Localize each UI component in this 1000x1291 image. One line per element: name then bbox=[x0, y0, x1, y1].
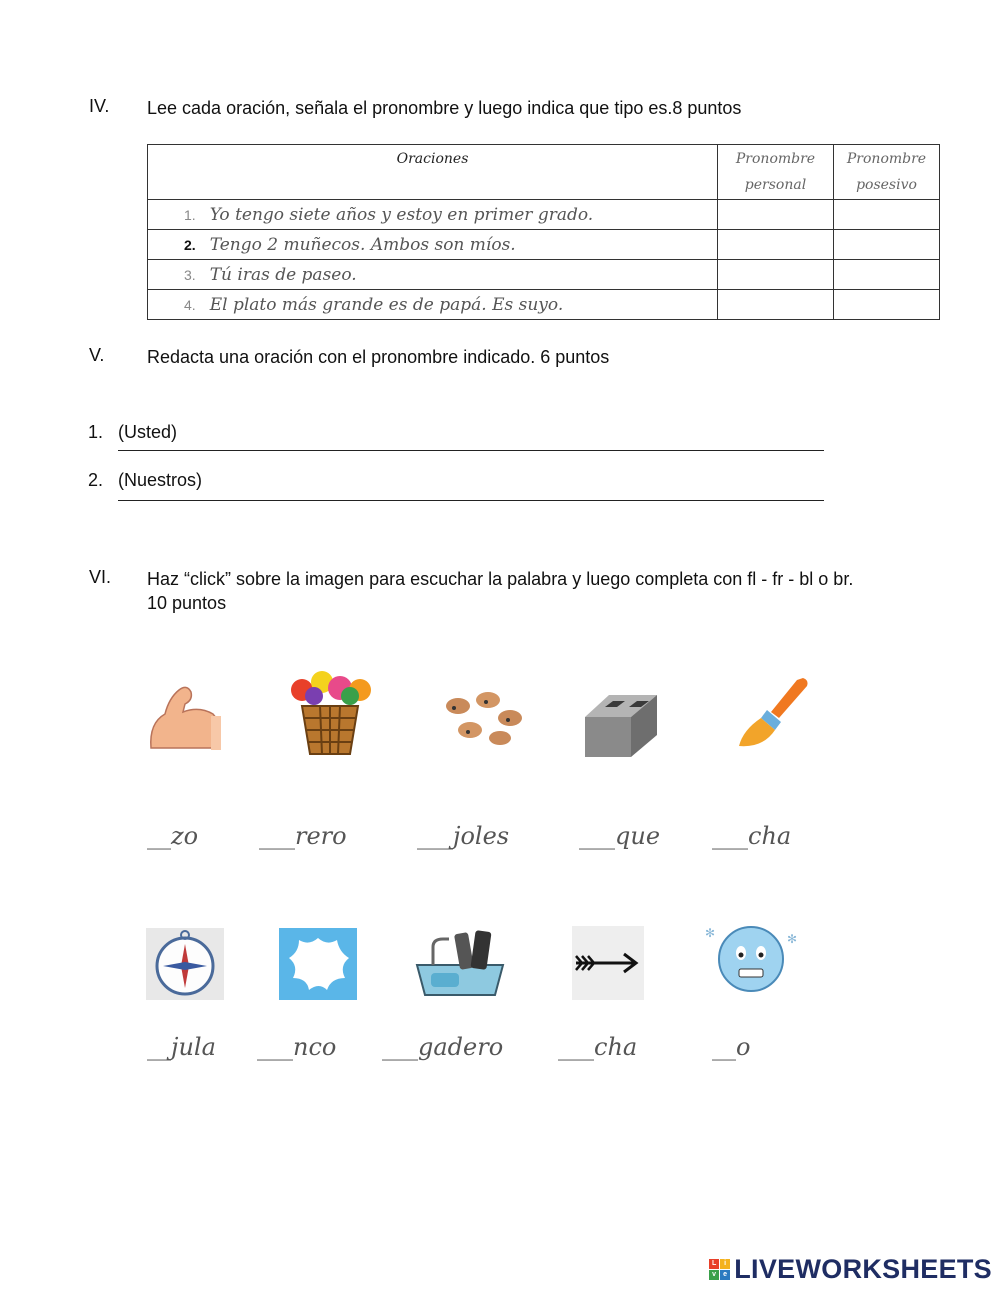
sentence-number: 2. bbox=[184, 236, 196, 253]
word-blank[interactable]: ___cha bbox=[712, 822, 792, 850]
compass-icon[interactable] bbox=[146, 928, 224, 1000]
personal-answer-cell[interactable] bbox=[718, 200, 834, 230]
table-row bbox=[148, 230, 940, 260]
sentence-number: 3. bbox=[184, 266, 196, 283]
table-row bbox=[148, 260, 940, 290]
freezing-face-icon[interactable] bbox=[699, 917, 803, 1001]
section-vi-number: VI. bbox=[89, 567, 112, 587]
flower-basket-icon[interactable] bbox=[280, 666, 380, 758]
table-row bbox=[148, 200, 940, 230]
sentence-number: 1. bbox=[184, 206, 196, 223]
cinder-block-icon[interactable] bbox=[581, 683, 661, 763]
arrow-icon[interactable] bbox=[572, 926, 644, 1000]
header-personal bbox=[718, 145, 834, 200]
section-v-instruction: Redacta una oración con el pronombre indicado. 6 puntos bbox=[147, 347, 610, 367]
pronoun-table bbox=[147, 144, 940, 320]
liveworksheets-logo bbox=[709, 1254, 992, 1285]
sentence-text: Yo tengo siete años y estoy en primer grado. bbox=[209, 204, 594, 225]
section-vi-instruction: Haz “click” sobre la imagen para escuchar la palabra y luego completa con fl - fr - bl o br. bbox=[147, 569, 854, 589]
white-splash-icon[interactable] bbox=[279, 928, 357, 1000]
posesivo-answer-cell[interactable] bbox=[834, 230, 940, 260]
section-iv-number: IV. bbox=[89, 96, 110, 116]
item-number-1: 1. bbox=[88, 422, 104, 442]
item-number-2: 2. bbox=[88, 470, 104, 490]
personal-answer-cell[interactable] bbox=[718, 290, 834, 320]
logo-mark-icon: L i v e bbox=[709, 1259, 730, 1280]
word-blank[interactable]: ___gadero bbox=[382, 1033, 504, 1061]
header-sentences: Oraciones bbox=[148, 145, 718, 200]
section-v-number: V. bbox=[89, 345, 105, 365]
word-blank[interactable]: ___que bbox=[579, 822, 661, 850]
arm-muscle-icon[interactable] bbox=[143, 678, 223, 758]
logo-text: LIVEWORKSHEETS bbox=[734, 1254, 992, 1284]
paintbrush-icon[interactable] bbox=[733, 674, 813, 754]
answer-line-1[interactable] bbox=[118, 450, 824, 451]
posesivo-answer-cell[interactable] bbox=[834, 260, 940, 290]
item-label-usted: (Usted) bbox=[118, 422, 178, 442]
sentence-text: El plato más grande es de papá. Es suyo. bbox=[209, 294, 564, 315]
header-personal-line2: personal bbox=[744, 177, 807, 193]
sentence-cell[interactable] bbox=[148, 230, 718, 260]
header-posesivo-line1: Pronombre bbox=[846, 151, 927, 167]
posesivo-answer-cell[interactable] bbox=[834, 290, 940, 320]
personal-answer-cell[interactable] bbox=[718, 260, 834, 290]
sentence-cell[interactable] bbox=[148, 260, 718, 290]
personal-answer-cell[interactable] bbox=[718, 230, 834, 260]
section-vi-points: 10 puntos bbox=[147, 593, 227, 613]
svg-text:✻: ✻ bbox=[705, 926, 716, 940]
sentence-number: 4. bbox=[184, 296, 196, 313]
header-personal-line1: Pronombre bbox=[735, 151, 816, 167]
sentence-cell[interactable] bbox=[148, 290, 718, 320]
word-blank[interactable]: __zo bbox=[147, 822, 199, 850]
sentence-text: Tengo 2 muñecos. Ambos son míos. bbox=[209, 234, 516, 255]
word-blank[interactable]: __jula bbox=[147, 1033, 216, 1061]
header-posesivo-line2: posesivo bbox=[856, 177, 917, 193]
word-blank[interactable]: __o bbox=[712, 1033, 751, 1061]
item-label-nuestros: (Nuestros) bbox=[118, 470, 203, 490]
sink-dishes-icon[interactable] bbox=[413, 925, 507, 999]
sentence-cell[interactable] bbox=[148, 200, 718, 230]
section-iv-instruction: Lee cada oración, señala el pronombre y luego indica que tipo es.8 puntos bbox=[147, 98, 742, 118]
word-blank[interactable]: ___joles bbox=[417, 822, 510, 850]
word-blank[interactable]: ___nco bbox=[257, 1033, 337, 1061]
table-row bbox=[148, 290, 940, 320]
word-blank[interactable]: ___rero bbox=[259, 822, 347, 850]
word-blank[interactable]: ___cha bbox=[558, 1033, 638, 1061]
beans-icon[interactable] bbox=[438, 688, 530, 748]
posesivo-answer-cell[interactable] bbox=[834, 200, 940, 230]
header-posesivo bbox=[834, 145, 940, 200]
svg-text:✻: ✻ bbox=[787, 932, 798, 946]
answer-line-2[interactable] bbox=[118, 500, 824, 501]
sentence-text: Tú iras de paseo. bbox=[209, 264, 357, 285]
